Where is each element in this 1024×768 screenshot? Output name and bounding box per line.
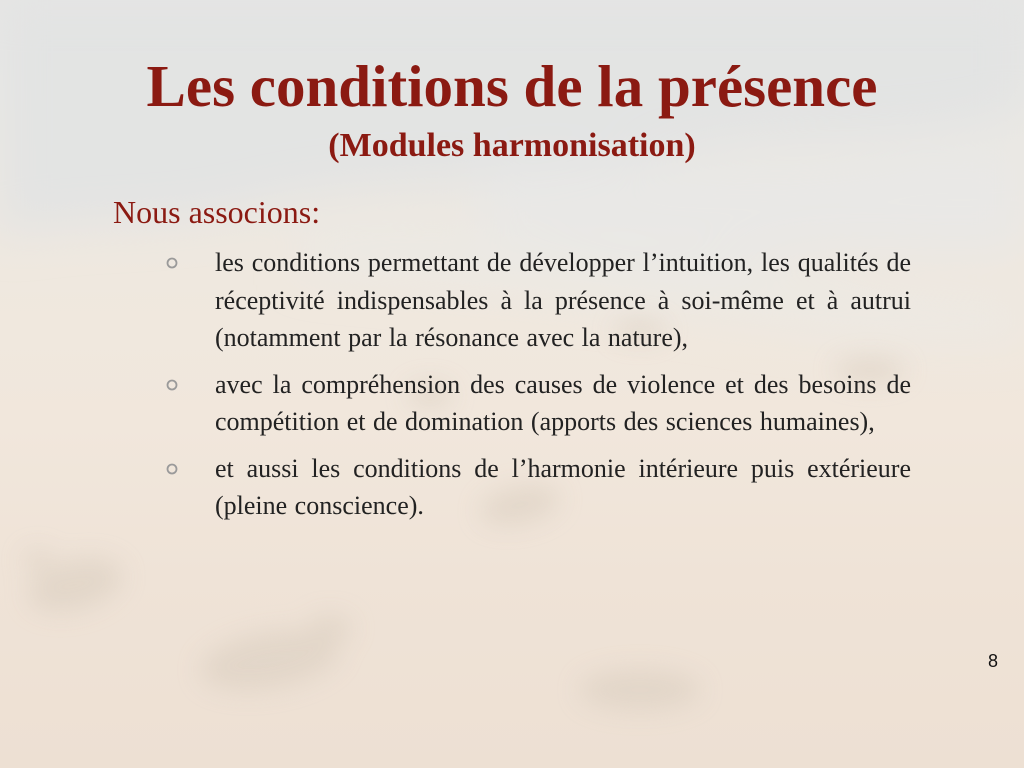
bullet-item [160,450,911,525]
hollow-circle-icon [166,257,178,269]
bullet-list [160,244,911,534]
bullet-item [160,366,911,441]
slide-number: 8 [987,651,998,671]
slide-title: Les conditions de la présence [146,53,878,119]
bullet-text: avec la compréhension des causes de violence et des besoins de compétition et de domination (apports des sciences humaines), [215,369,911,436]
bullet-text: les conditions permettant de développer l’intuition, les qualités de réceptivité indispensables à la présence à soi-même et à autrui (notamment par la résonance avec la nature), [215,248,911,352]
intro-text: Nous associons: [113,194,321,230]
hollow-circle-icon [166,463,178,475]
slide-subtitle: (Modules harmonisation) [328,127,696,164]
bullet-text: et aussi les conditions de l’harmonie intérieure puis extérieure (pleine conscience). [215,453,911,520]
bullet-item [160,244,911,357]
hollow-circle-icon [166,379,178,391]
